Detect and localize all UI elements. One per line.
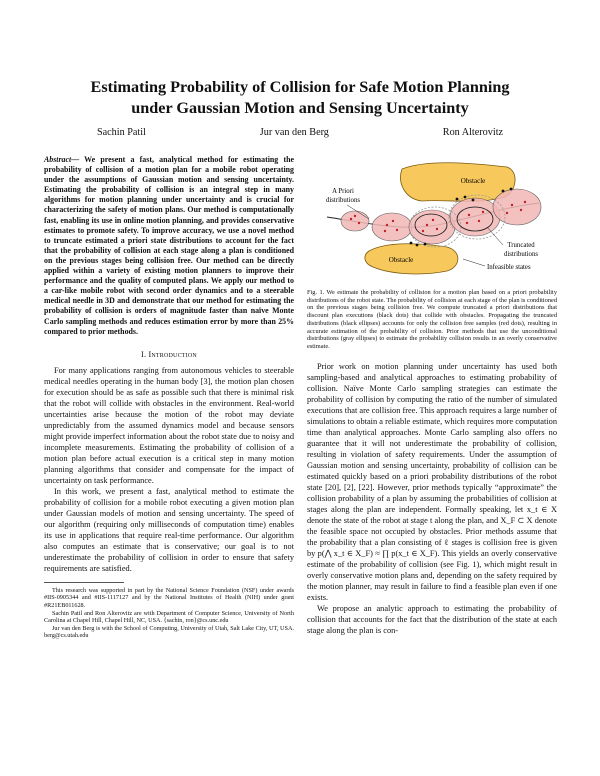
figure-1: [307, 155, 557, 285]
obstacle-top: [401, 163, 516, 202]
author-2: Jur van den Berg: [259, 127, 329, 138]
figure-1-caption: Fig. 1. We estimate the probability of collision for a motion plan based on a priori probability distributions of the robot state. The probability of collision at each stage of the plan is conditioned on the previous stages being collision free. We compute truncated a priori distributions that discount plan executions (black dots) that collide with obstacles. Propagating the truncated distributions (black ellipses) accounts for only the collision free samples (red dots), resulting in accurate estimation of the probability of collision. Prior methods that use the unconditional distributions (gray ellipses) to estimate the probability collision results in an overly conservative estimate.: [307, 289, 557, 350]
section-heading-introduction: I. Introduction: [141, 349, 197, 359]
footnote-affiliation-utah: Jur van den Berg is with the School of Computing, University of Utah, Salt Lake City, UT, USA. berg@cs.utah.edu: [44, 624, 294, 640]
author-1: Sachin Patil: [96, 127, 146, 138]
infeasible-pointer: [463, 259, 485, 266]
intro-paragraph-2: In this work, we present a fast, analytical method to estimate the probability of collision for a mobile robot executing a given motion plan under Gaussian models of motion and sensing uncertainty. The speed of our algorithm (requiring only milliseconds of computation time) enables its use in applications that require real-time performance. Our algorithm also computes an estimate that is conservative; our goal is to not underestimate the probability of collision in order to ensure that safety requirements are satisfied.: [44, 486, 294, 573]
apriori-ellipse-5: [493, 189, 541, 225]
author-list: [40, 127, 560, 138]
label-obstacle-top: Obstacle: [460, 177, 486, 185]
footnote-affiliation-unc: Sachin Patil and Ron Alterovitz are with Department of Computer Science, University of North Carolina at Chapel Hill, Chapel Hill, NC, USA. {sachin, ron}@cs.unc.edu: [44, 609, 294, 625]
abstract-lead: Abstract: [44, 155, 72, 164]
truncated-pointer: [487, 227, 503, 245]
label-truncated-distributions: distributions: [504, 251, 538, 258]
right-paragraph-1: Prior work on motion planning under uncertainty has used both sampling-based and analytical approaches to estimating probability of collision. Naïve Monte Carlo sampling strategies can estimate the probability of collision by computing the ratio of the number of simulated executions that are collision free. This approach requires a large number of simulations to obtain a reliable estimate, which requires more computation time than analytical approaches. Monte Carlo sampling also offers no guarantee that it will not underestimate the probability of collision, resulting in violation of safety requirements. Under the assumption of Gaussian motion and sensing uncertainty, probability of collision can be estimated quickly based on a priori probability distributions of the robot state [20], [2], [22]. However, prior methods typically “approximate” the collision probability of a plan by assuming the probabilities of collision at stages along the plan are independent. Formally speaking, let x_t ∈ X denote the state of the robot at stage t along the plan, and X_F ⊂ X denote the feasible space not occupied by obstacles. Prior methods assume that the probability that a plan consisting of ℓ stages is collision free is given by p(⋀ x_t ∈ X_F) ≈ ∏ p(x_t ∈ X_F). This yields an overly conservative estimate of the probability of collision (see Fig. 1), which might result in overly conservative motion plans and, depending on the safety required by the motion planner, may result in failure to find a feasible plan even if one exists.: [307, 361, 557, 602]
apriori-ellipse-3: [409, 210, 455, 244]
title-line-2: under Gaussian Motion and Sensing Uncertainty: [131, 99, 469, 117]
label-infeasible-states: Infeasible states: [487, 264, 531, 271]
footnote-funding: This research was supported in part by the National Science Foundation (NSF) under awards #IIS-0905344 and #IIS-1117127 and by the National Institutes of Health (NIH) under grant #R21EB011628.: [44, 586, 294, 610]
apriori-ellipse-1: [341, 211, 369, 231]
right-column: [307, 155, 557, 636]
intro-paragraph-1: For many applications ranging from autonomous vehicles to steerable medical needles operating in the human body [3], the motion plan chosen for execution should be as safe as possible such that there is minimal risk that the robot will collide with obstacles in the environment. Real-world uncertainties arise because the motion of the robot may deviate unpredictably from the assumed dynamics model and because sensors might provide imperfect information about the robot state due to noisy and incomplete measurements. Estimating the probability of collision of a motion plan before actual execution is a critical step in many motion planning algorithms that consider and compensate for the impact of uncertainty on task performance.: [44, 365, 294, 485]
label-apriori: A Priori: [332, 188, 354, 195]
right-column-body: [307, 361, 557, 636]
label-truncated: Truncated: [507, 242, 535, 249]
label-apriori-distributions: distributions: [326, 197, 360, 204]
footnote-rule: [44, 582, 124, 583]
author-3: Ron Alterovitz: [442, 127, 504, 138]
title-line-1: Estimating Probability of Collision for Safe Motion Planning: [90, 78, 510, 96]
abstract-text: — We present a fast, analytical method for estimating the probability of collision of a motion plan for a mobile robot operating under the assumptions of Gaussian motion and sensing uncertainty. Estimating the probability of collision is an integral step in many algorithms for motion planning under uncertainty and is crucial for characterizing the safety of motion plans. Our method is computationally fast, enabling its use in online motion planning, and provides conservative estimates to promote safety. To improve accuracy, we use a novel method to truncate estimated a priori state distributions to account for the fact that the probability of collision at each stage along a plan is conditioned on the previous stages being collision free. Our method can be directly applied within a variety of existing motion planners to improve their performance and the quality of computed plans. We apply our method to a car-like mobile robot with second order dynamics and to a steerable medical needle in 3D and demonstrate that our method for estimating the probability of collision is orders of magnitude faster than naïve Monte Carlo sampling methods and reduces estimation error by more than 25% compared to prior methods.: [44, 155, 294, 336]
abstract: [44, 155, 294, 337]
label-obstacle-bottom: Obstacle: [388, 256, 414, 264]
right-paragraph-2: We propose an analytic approach to estimating the probability of collision that accounts for the fact that the distribution of the state at each stage along the plan is con-: [307, 603, 557, 635]
figure-1-illustration: [307, 155, 557, 285]
apriori-ellipse-2: [372, 213, 412, 241]
left-column: [44, 155, 294, 640]
paper-title: [60, 77, 540, 119]
